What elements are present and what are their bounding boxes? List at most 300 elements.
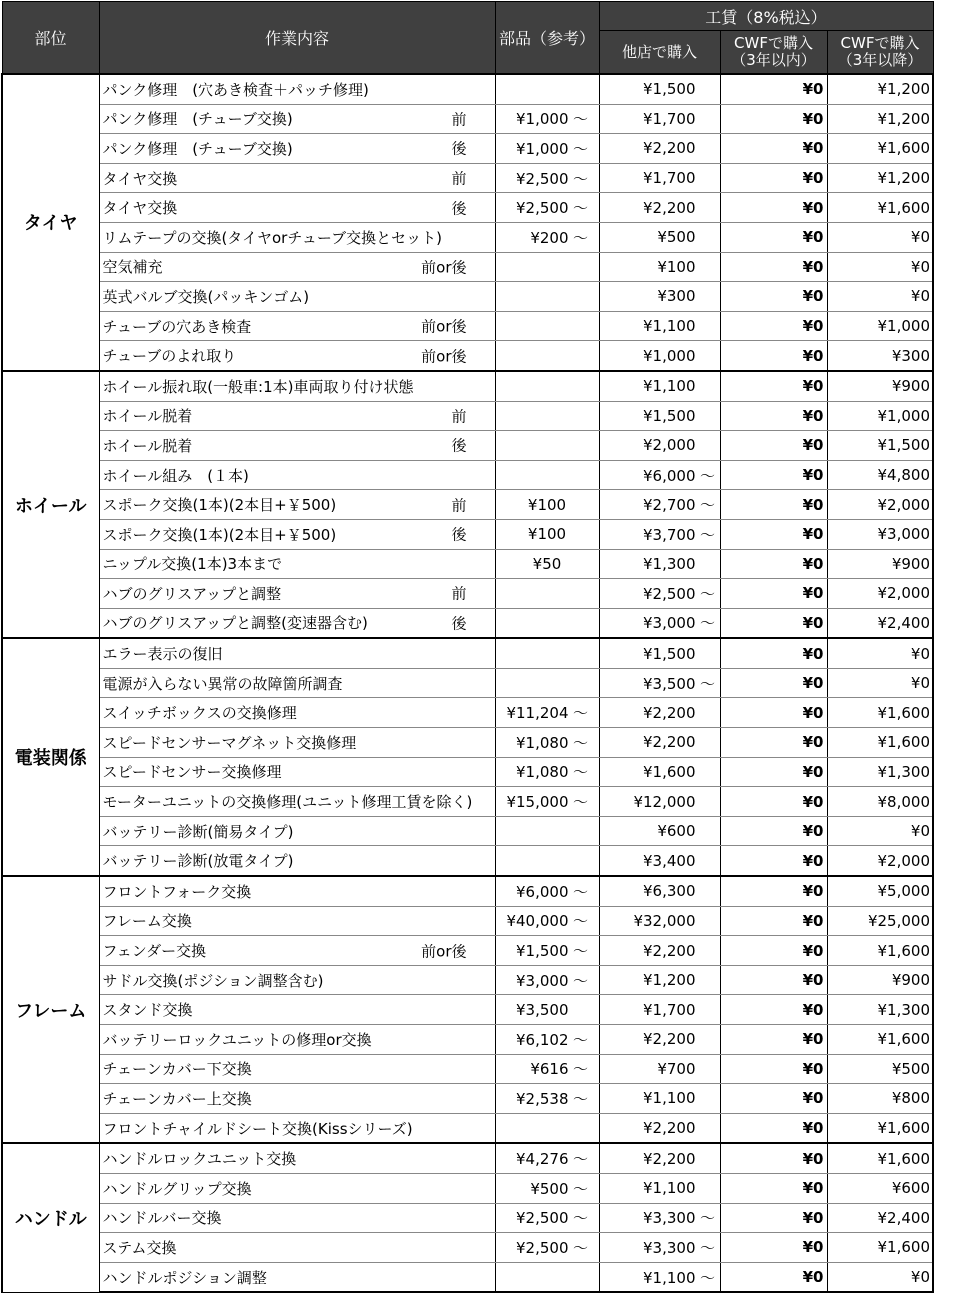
- cwf-within-price: ¥0: [720, 163, 827, 193]
- table-row: [2, 74, 933, 104]
- header-task: 作業内容: [99, 2, 495, 75]
- other-store-price-cell: [599, 193, 720, 223]
- cwf-after-price: ¥2,000: [827, 490, 933, 520]
- other-store-price: ¥100: [657, 257, 696, 276]
- other-store-price: ¥1,700: [643, 169, 696, 188]
- parts-price-cell: [495, 906, 599, 936]
- cwf-after-price: ¥0: [827, 638, 933, 668]
- task-text: パンク修理 (チューブ交換): [102, 139, 293, 158]
- table-row: [2, 1113, 933, 1143]
- parts-price-cell: [495, 1054, 599, 1084]
- parts-price-cell: [495, 1143, 599, 1173]
- other-store-price-cell: [599, 1025, 720, 1055]
- other-store-price: ¥1,100: [643, 317, 696, 336]
- task-cell: [99, 163, 495, 193]
- table-row: [2, 549, 933, 579]
- table-row: [2, 1025, 933, 1055]
- task-cell: [99, 846, 495, 876]
- cwf-after-price: ¥1,200: [827, 163, 933, 193]
- cwf-after-price: ¥300: [827, 341, 933, 371]
- parts-price-cell: [495, 698, 599, 728]
- header-labor: 工賃（8%税込）: [599, 2, 933, 31]
- cwf-within-price: ¥0: [720, 995, 827, 1025]
- cwf-after-price: ¥1,200: [827, 104, 933, 134]
- cwf-within-price: ¥0: [720, 728, 827, 758]
- task-cell: [99, 1262, 495, 1292]
- cwf-after-price: ¥0: [827, 668, 933, 698]
- parts-price-cell: [495, 668, 599, 698]
- position-text: 前or後: [421, 347, 467, 366]
- cwf-within-price: ¥0: [720, 371, 827, 401]
- parts-price-cell: [495, 282, 599, 312]
- cwf-after-price: ¥0: [827, 816, 933, 846]
- task-cell: [99, 460, 495, 490]
- header-parts-ref: 部品（参考）: [495, 2, 599, 75]
- other-store-price: ¥6,000: [643, 466, 696, 485]
- other-store-price-cell: [599, 549, 720, 579]
- repair-price-table: [1, 1, 934, 1293]
- tilde-mark: ～: [572, 169, 588, 188]
- category-label: ホイール: [2, 371, 99, 638]
- other-store-price: ¥3,300: [643, 1238, 696, 1257]
- other-store-price: ¥1,100: [643, 1268, 696, 1287]
- task-cell: [99, 995, 495, 1025]
- cwf-after-price: ¥900: [827, 965, 933, 995]
- table-row: [2, 816, 933, 846]
- cwf-within-price: ¥0: [720, 460, 827, 490]
- other-store-price-cell: [599, 1173, 720, 1203]
- table-row: [2, 311, 933, 341]
- parts-price-cell: [495, 995, 599, 1025]
- other-store-price: ¥3,000: [643, 614, 696, 633]
- position-text: 前or後: [421, 258, 467, 277]
- other-store-price: ¥1,000: [643, 346, 696, 365]
- cwf-after-price: ¥1,600: [827, 1233, 933, 1263]
- cwf-after-price: ¥0: [827, 252, 933, 282]
- cwf-within-price: ¥0: [720, 638, 827, 668]
- table-row: [2, 1143, 933, 1173]
- task-text: バッテリー診断(放電タイプ): [102, 852, 294, 871]
- task-text: ホイール振れ取(一般車:1本)車両取り付け状態: [102, 377, 414, 396]
- tilde-mark: ～: [572, 882, 588, 901]
- cwf-within-price: ¥0: [720, 787, 827, 817]
- task-cell: [99, 1233, 495, 1263]
- table-row: [2, 995, 933, 1025]
- task-cell: [99, 371, 495, 401]
- parts-price: ¥616: [530, 1060, 569, 1079]
- table-row: [2, 222, 933, 252]
- header-cwf-after-line1: CWFで購入: [840, 34, 920, 52]
- task-cell: [99, 579, 495, 609]
- task-text: エラー表示の復旧: [102, 645, 223, 664]
- cwf-within-price: ¥0: [720, 431, 827, 461]
- cwf-after-price: ¥600: [827, 1173, 933, 1203]
- table-row: [2, 1084, 933, 1114]
- task-cell: [99, 74, 495, 104]
- cwf-after-price: ¥3,000: [827, 519, 933, 549]
- other-store-price-cell: [599, 876, 720, 906]
- cwf-within-price: ¥0: [720, 341, 827, 371]
- parts-price-cell: [495, 1233, 599, 1263]
- parts-price: ¥200: [530, 228, 569, 247]
- table-row: [2, 1233, 933, 1263]
- table-body: [2, 74, 933, 1292]
- cwf-within-price: ¥0: [720, 846, 827, 876]
- task-cell: [99, 104, 495, 134]
- table-row: [2, 371, 933, 401]
- task-text: チェーンカバー上交換: [102, 1089, 252, 1108]
- cwf-after-price: ¥900: [827, 549, 933, 579]
- other-store-price-cell: [599, 74, 720, 104]
- table-row: [2, 341, 933, 371]
- parts-price-cell: [495, 1084, 599, 1114]
- parts-price: ¥100: [527, 525, 567, 544]
- position-text: 前: [451, 584, 467, 603]
- other-store-price-cell: [599, 134, 720, 164]
- task-text: 空気補充: [102, 258, 163, 277]
- parts-price-cell: [495, 728, 599, 758]
- other-store-price: ¥3,300: [643, 1209, 696, 1228]
- other-store-price: ¥1,500: [643, 644, 696, 663]
- cwf-within-price: ¥0: [720, 1054, 827, 1084]
- parts-price: ¥2,538: [516, 1089, 569, 1108]
- parts-price-cell: [495, 519, 599, 549]
- cwf-after-price: ¥4,800: [827, 460, 933, 490]
- cwf-after-price: ¥1,000: [827, 311, 933, 341]
- position-text: 前or後: [421, 942, 467, 961]
- other-store-price-cell: [599, 104, 720, 134]
- parts-price-cell: [495, 311, 599, 341]
- other-store-price: ¥500: [657, 228, 696, 247]
- position-text: 前: [451, 169, 467, 188]
- task-text: モーターユニットの交換修理(ユニット修理工賃を除く): [102, 793, 473, 812]
- cwf-after-price: ¥1,200: [827, 74, 933, 104]
- task-text: スピードセンサー交換修理: [102, 763, 282, 782]
- other-store-price-cell: [599, 1113, 720, 1143]
- table-row: [2, 401, 933, 431]
- table-row: [2, 193, 933, 223]
- tilde-mark: ～: [699, 466, 715, 485]
- task-cell: [99, 876, 495, 906]
- other-store-price-cell: [599, 906, 720, 936]
- task-text: ハンドルバー交換: [102, 1209, 222, 1228]
- header-cwf-within: [720, 31, 827, 75]
- table-row: [2, 936, 933, 966]
- category-label: タイヤ: [2, 74, 99, 371]
- parts-price-cell: [495, 846, 599, 876]
- cwf-after-price: ¥1,000: [827, 401, 933, 431]
- other-store-price: ¥1,700: [643, 1000, 696, 1019]
- task-text: チューブのよれ取り: [102, 347, 237, 366]
- parts-price-cell: [495, 74, 599, 104]
- task-cell: [99, 1203, 495, 1233]
- parts-price-cell: [495, 222, 599, 252]
- cwf-within-price: ¥0: [720, 549, 827, 579]
- other-store-price: ¥1,500: [643, 80, 696, 99]
- task-cell: [99, 1084, 495, 1114]
- cwf-within-price: ¥0: [720, 490, 827, 520]
- cwf-within-price: ¥0: [720, 401, 827, 431]
- header-cwf-within-line2: （3年以内）: [731, 51, 816, 69]
- other-store-price: ¥3,500: [643, 674, 696, 693]
- other-store-price-cell: [599, 936, 720, 966]
- parts-price: ¥50: [532, 554, 562, 573]
- table-row: [2, 163, 933, 193]
- cwf-after-price: ¥1,600: [827, 1113, 933, 1143]
- task-cell: [99, 668, 495, 698]
- task-cell: [99, 936, 495, 966]
- cwf-within-price: ¥0: [720, 698, 827, 728]
- cwf-within-price: ¥0: [720, 1025, 827, 1055]
- other-store-price: ¥1,100: [643, 1179, 696, 1198]
- task-text: ニップル交換(1本)3本まで: [102, 555, 283, 574]
- table-row: [2, 787, 933, 817]
- cwf-after-price: ¥2,400: [827, 608, 933, 638]
- cwf-after-price: ¥1,600: [827, 1143, 933, 1173]
- cwf-within-price: ¥0: [720, 193, 827, 223]
- other-store-price: ¥6,300: [643, 882, 696, 901]
- task-cell: [99, 1173, 495, 1203]
- other-store-price-cell: [599, 222, 720, 252]
- other-store-price-cell: [599, 965, 720, 995]
- task-cell: [99, 282, 495, 312]
- cwf-after-price: ¥900: [827, 371, 933, 401]
- other-store-price-cell: [599, 608, 720, 638]
- task-text: リムテープの交換(タイヤorチューブ交換とセット): [102, 228, 443, 247]
- other-store-price-cell: [599, 816, 720, 846]
- tilde-mark: ～: [572, 1209, 588, 1228]
- other-store-price-cell: [599, 311, 720, 341]
- parts-price: ¥6,102: [516, 1030, 569, 1049]
- task-cell: [99, 608, 495, 638]
- other-store-price: ¥32,000: [633, 911, 696, 930]
- task-cell: [99, 728, 495, 758]
- position-text: 前: [451, 110, 467, 129]
- other-store-price-cell: [599, 787, 720, 817]
- cwf-after-price: ¥1,600: [827, 193, 933, 223]
- header-cwf-after: [827, 31, 933, 75]
- header-other-store: 他店で購入: [599, 31, 720, 75]
- tilde-mark: ～: [572, 793, 588, 812]
- task-cell: [99, 638, 495, 668]
- cwf-after-price: ¥0: [827, 282, 933, 312]
- tilde-mark: ～: [572, 733, 588, 752]
- task-text: フェンダー交換: [102, 942, 207, 961]
- other-store-price-cell: [599, 668, 720, 698]
- task-text: 電源が入らない異常の故障箇所調査: [102, 674, 343, 693]
- other-store-price-cell: [599, 638, 720, 668]
- cwf-after-price: ¥1,600: [827, 134, 933, 164]
- task-cell: [99, 490, 495, 520]
- other-store-price-cell: [599, 371, 720, 401]
- tilde-mark: ～: [572, 199, 588, 218]
- table-row: [2, 638, 933, 668]
- table-row: [2, 1054, 933, 1084]
- tilde-mark: ～: [572, 763, 588, 782]
- parts-price-cell: [495, 816, 599, 846]
- table-row: [2, 728, 933, 758]
- parts-price-cell: [495, 341, 599, 371]
- cwf-after-price: ¥0: [827, 222, 933, 252]
- parts-price: ¥11,204: [506, 704, 569, 723]
- other-store-price: ¥700: [657, 1059, 696, 1078]
- category-label: フレーム: [2, 876, 99, 1143]
- tilde-mark: ～: [699, 1268, 715, 1287]
- cwf-within-price: ¥0: [720, 757, 827, 787]
- cwf-within-price: ¥0: [720, 74, 827, 104]
- task-text: ホイール脱着: [102, 407, 193, 426]
- other-store-price-cell: [599, 1262, 720, 1292]
- task-text: ハブのグリスアップと調整: [102, 584, 282, 603]
- tilde-mark: ～: [699, 1238, 715, 1257]
- cwf-after-price: ¥1,600: [827, 1025, 933, 1055]
- parts-price: ¥3,500: [516, 1000, 569, 1019]
- parts-price-cell: [495, 252, 599, 282]
- parts-price: ¥1,000: [516, 110, 569, 129]
- task-cell: [99, 698, 495, 728]
- parts-price-cell: [495, 104, 599, 134]
- tilde-mark: ～: [572, 942, 588, 961]
- parts-price-cell: [495, 787, 599, 817]
- cwf-after-price: ¥1,500: [827, 431, 933, 461]
- task-text: フロントチャイルドシート交換(Kissシリーズ): [102, 1119, 413, 1138]
- parts-price: ¥15,000: [506, 793, 569, 812]
- task-text: ハンドルポジション調整: [102, 1268, 267, 1287]
- other-store-price: ¥3,400: [643, 851, 696, 870]
- cwf-within-price: ¥0: [720, 608, 827, 638]
- task-cell: [99, 1143, 495, 1173]
- parts-price-cell: [495, 638, 599, 668]
- other-store-price-cell: [599, 1084, 720, 1114]
- table-row: [2, 1203, 933, 1233]
- parts-price: ¥2,500: [516, 1238, 569, 1257]
- task-text: ホイール脱着: [102, 436, 193, 455]
- position-text: 後: [451, 614, 467, 633]
- cwf-after-price: ¥1,600: [827, 698, 933, 728]
- parts-price-cell: [495, 1025, 599, 1055]
- parts-price-cell: [495, 371, 599, 401]
- parts-price: ¥1,080: [516, 733, 569, 752]
- cwf-after-price: ¥2,000: [827, 846, 933, 876]
- cwf-within-price: ¥0: [720, 222, 827, 252]
- parts-price-cell: [495, 608, 599, 638]
- tilde-mark: ～: [572, 971, 588, 990]
- parts-price-cell: [495, 1262, 599, 1292]
- position-text: 後: [451, 436, 467, 455]
- other-store-price-cell: [599, 1233, 720, 1263]
- tilde-mark: ～: [572, 1238, 588, 1257]
- table-row: [2, 1173, 933, 1203]
- tilde-mark: ～: [699, 674, 715, 693]
- other-store-price: ¥2,200: [643, 1030, 696, 1049]
- position-text: 後: [451, 199, 467, 218]
- other-store-price: ¥2,200: [643, 733, 696, 752]
- tilde-mark: ～: [572, 1030, 588, 1049]
- position-text: 前or後: [421, 317, 467, 336]
- category-label: ハンドル: [2, 1143, 99, 1292]
- parts-price-cell: [495, 460, 599, 490]
- header-part: 部位: [2, 2, 99, 75]
- cwf-after-price: ¥1,300: [827, 995, 933, 1025]
- other-store-price: ¥2,500: [643, 584, 696, 603]
- cwf-within-price: ¥0: [720, 668, 827, 698]
- position-text: 後: [451, 139, 467, 158]
- cwf-after-price: ¥500: [827, 1054, 933, 1084]
- cwf-after-price: ¥0: [827, 1262, 933, 1292]
- cwf-within-price: ¥0: [720, 1173, 827, 1203]
- table-row: [2, 846, 933, 876]
- other-store-price-cell: [599, 728, 720, 758]
- tilde-mark: ～: [572, 912, 588, 931]
- other-store-price: ¥2,200: [643, 941, 696, 960]
- cwf-within-price: ¥0: [720, 1233, 827, 1263]
- parts-price: ¥6,000: [516, 882, 569, 901]
- table-row: [2, 876, 933, 906]
- task-text: ハブのグリスアップと調整(変速器含む): [102, 614, 368, 633]
- parts-price: ¥100: [527, 495, 567, 514]
- task-cell: [99, 965, 495, 995]
- tilde-mark: ～: [572, 704, 588, 723]
- cwf-after-price: ¥1,300: [827, 757, 933, 787]
- cwf-within-price: ¥0: [720, 519, 827, 549]
- task-text: バッテリーロックユニットの修理or交換: [102, 1030, 372, 1049]
- task-cell: [99, 193, 495, 223]
- tilde-mark: ～: [572, 110, 588, 129]
- task-cell: [99, 134, 495, 164]
- parts-price-cell: [495, 965, 599, 995]
- task-text: ハンドルグリップ交換: [102, 1179, 252, 1198]
- task-cell: [99, 519, 495, 549]
- task-text: ホイール組み (１本): [102, 466, 249, 485]
- cwf-after-price: ¥25,000: [827, 906, 933, 936]
- other-store-price: ¥1,200: [643, 971, 696, 990]
- tilde-mark: ～: [572, 1179, 588, 1198]
- other-store-price: ¥2,000: [643, 436, 696, 455]
- parts-price-cell: [495, 401, 599, 431]
- task-cell: [99, 431, 495, 461]
- parts-price: ¥1,080: [516, 763, 569, 782]
- other-store-price: ¥2,200: [643, 703, 696, 722]
- task-text: スポーク交換(1本)(2本目+￥500): [102, 496, 337, 515]
- task-cell: [99, 341, 495, 371]
- table-row: [2, 965, 933, 995]
- task-cell: [99, 401, 495, 431]
- table-row: [2, 608, 933, 638]
- task-cell: [99, 1113, 495, 1143]
- task-text: パンク修理 (チューブ交換): [102, 110, 293, 129]
- task-cell: [99, 1025, 495, 1055]
- other-store-price: ¥1,600: [643, 762, 696, 781]
- task-cell: [99, 906, 495, 936]
- table-row: [2, 579, 933, 609]
- task-cell: [99, 816, 495, 846]
- task-cell: [99, 311, 495, 341]
- parts-price: ¥1,500: [516, 942, 569, 961]
- parts-price-cell: [495, 193, 599, 223]
- task-text: サドル交換(ポジション調整含む): [102, 971, 324, 990]
- table-row: [2, 519, 933, 549]
- table-row: [2, 1262, 933, 1292]
- parts-price-cell: [495, 1173, 599, 1203]
- task-cell: [99, 1054, 495, 1084]
- cwf-after-price: ¥1,600: [827, 936, 933, 966]
- other-store-price-cell: [599, 1054, 720, 1084]
- parts-price-cell: [495, 1113, 599, 1143]
- other-store-price-cell: [599, 698, 720, 728]
- task-cell: [99, 252, 495, 282]
- other-store-price-cell: [599, 579, 720, 609]
- cwf-after-price: ¥1,600: [827, 728, 933, 758]
